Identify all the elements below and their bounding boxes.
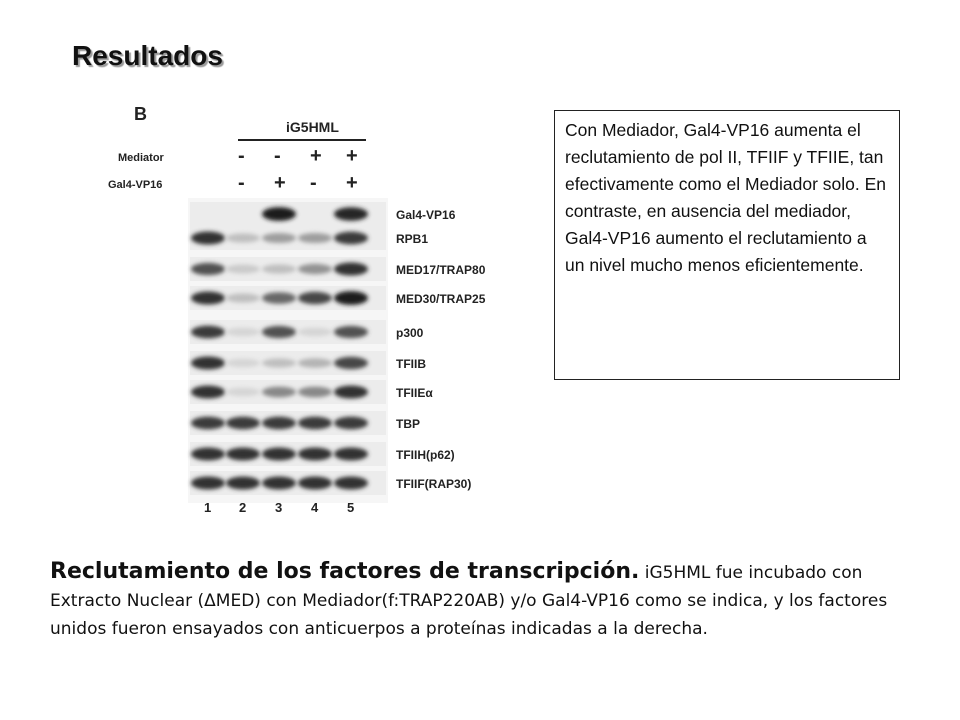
- band: [262, 417, 296, 430]
- band: [334, 207, 368, 220]
- band: [191, 476, 225, 489]
- band: [191, 231, 225, 244]
- band: [298, 476, 332, 489]
- band: [298, 292, 332, 305]
- band-label: TFIIB: [396, 357, 426, 371]
- lane-number: 3: [275, 500, 283, 515]
- band: [191, 417, 225, 430]
- condition-sign: +: [346, 172, 358, 194]
- band: [298, 233, 332, 243]
- band: [262, 326, 296, 338]
- condition-sign: -: [310, 172, 317, 194]
- band-label: MED30/TRAP25: [396, 292, 486, 306]
- band: [226, 328, 260, 337]
- band-labels: [396, 208, 486, 491]
- band: [226, 476, 260, 489]
- band: [334, 447, 368, 460]
- band: [262, 264, 296, 273]
- band: [334, 291, 368, 305]
- band: [298, 264, 332, 274]
- band: [298, 417, 332, 430]
- band: [191, 263, 225, 275]
- band: [191, 356, 225, 369]
- condition-sign: -: [238, 145, 245, 167]
- condition-label-mediator: Mediator: [118, 152, 164, 164]
- band: [334, 476, 368, 489]
- band: [226, 265, 260, 274]
- slide-title: Resultados: [72, 40, 223, 71]
- band-label: RPB1: [396, 232, 429, 246]
- band: [262, 233, 296, 243]
- band-label: TBP: [396, 417, 420, 431]
- band: [262, 476, 296, 489]
- band: [191, 326, 225, 339]
- band: [298, 387, 332, 398]
- band: [226, 233, 260, 242]
- band-label: Gal4-VP16: [396, 208, 456, 222]
- caption-body: iG5HML fue incubado con Extracto Nuclear (ΔMED) con Mediador(f:TRAP220AB) y/o Gal4-VP16 como se indica, y los factores unidos fueron ensayados con anticuerpos a proteínas indicadas a la derecha.: [50, 563, 888, 639]
- condition-label-gal4: Gal4-VP16: [108, 179, 163, 191]
- band: [334, 326, 368, 338]
- band-label: TFIIH(p62): [396, 448, 455, 462]
- band: [334, 385, 368, 398]
- condition-sign: +: [310, 145, 322, 167]
- band: [334, 262, 368, 275]
- caption-lead: Reclutamiento de los factores de transcripción.: [50, 559, 640, 584]
- band: [334, 357, 368, 370]
- band-label: MED17/TRAP80: [396, 263, 486, 277]
- template-label: iG5HML: [286, 119, 339, 135]
- condition-sign: +: [274, 172, 286, 194]
- band-label: p300: [396, 326, 424, 340]
- band: [191, 447, 225, 460]
- band: [262, 358, 296, 367]
- band-label: TFIIF(RAP30): [396, 477, 472, 491]
- condition-sign: -: [274, 145, 281, 167]
- band: [191, 385, 225, 398]
- panel-letter: B: [134, 104, 147, 124]
- condition-sign: -: [238, 172, 245, 194]
- band: [298, 328, 332, 337]
- condition-sign: +: [346, 145, 358, 167]
- lane-number: 2: [239, 500, 247, 515]
- band: [334, 417, 368, 430]
- condition-signs: [238, 145, 358, 194]
- lane-number: 5: [347, 500, 355, 515]
- band: [298, 447, 332, 460]
- band: [262, 447, 296, 460]
- lane-number: 1: [204, 500, 212, 515]
- western-blot-figure: [100, 90, 540, 520]
- band: [191, 291, 225, 304]
- band: [334, 232, 368, 245]
- band: [226, 293, 260, 302]
- band: [262, 387, 296, 398]
- lane-number: 4: [311, 500, 319, 515]
- figure-caption: [50, 558, 910, 643]
- band: [226, 447, 260, 460]
- band: [226, 359, 260, 368]
- band: [226, 388, 260, 397]
- band: [262, 292, 296, 304]
- observation-note: Con Mediador, Gal4-VP16 aumenta el reclutamiento de pol II, TFIIF y TFIIE, tan efectivamente como el Mediador solo. En contraste, en ausencia del mediador, Gal4-VP16 aumento el reclutamiento a un nivel mucho menos eficientemente.: [554, 110, 900, 380]
- band-label: TFIIEα: [396, 386, 433, 400]
- band: [226, 417, 260, 430]
- band: [262, 207, 296, 221]
- band: [298, 358, 332, 368]
